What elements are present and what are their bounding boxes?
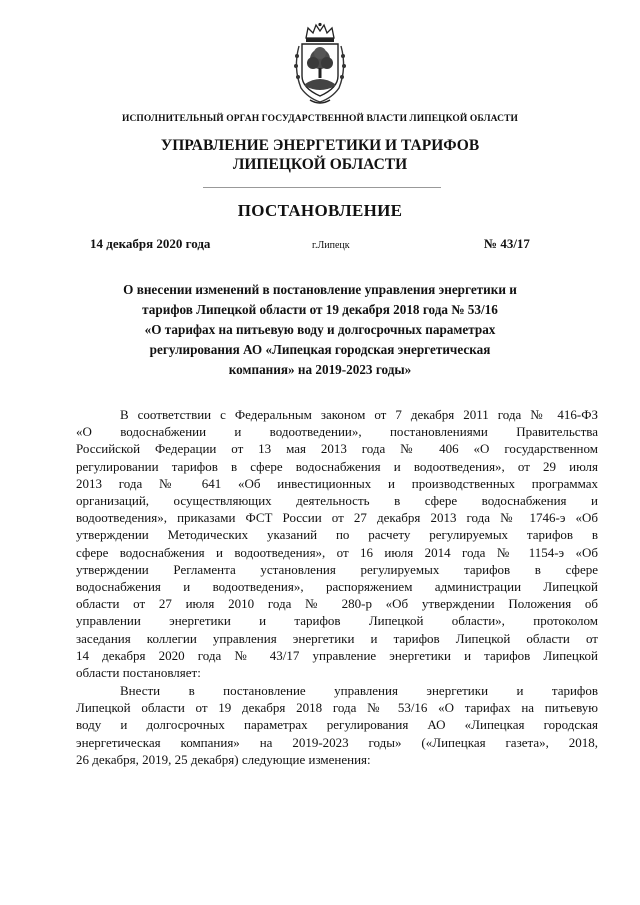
- subject-line: компания» на 2019-2023 годы»: [228, 362, 412, 377]
- subject-line: «О тарифах на питьевую воду и долгосрочных параметрах: [144, 322, 496, 337]
- body-line: регулировании тарифов в сфере водоснабжения и водоотведения», от 29 июля: [76, 458, 598, 474]
- coat-of-arms-icon: [292, 22, 348, 106]
- body-line: утверждении Регламента установления регулируемых тарифов в сфере: [76, 561, 598, 577]
- body-line: В соответствии с Федеральным законом от 7 декабря 2011 года № 416-ФЗ: [120, 407, 598, 422]
- document-number: № 43/17: [484, 236, 530, 251]
- department-name-line-1: УПРАВЛЕНИЕ ЭНЕРГЕТИКИ И ТАРИФОВ: [160, 137, 480, 154]
- body-line: утверждении Методических указаний по расчету регулируемых тарифов в: [76, 527, 598, 543]
- body-line: управлении энергетики и тарифов Липецкой области», протоколом: [76, 613, 598, 629]
- body-line: 14 декабря 2020 года № 43/17 управление энергетики и тарифов Липецкой: [76, 647, 598, 663]
- body-line: организаций, осуществляющих деятельность в сфере водоснабжения и: [76, 493, 598, 509]
- body-line: заседания коллегии управления энергетики и тарифов Липецкой области от: [76, 630, 598, 646]
- body-line: энергетическая компания» на 2019-2023 годы» («Липецкая газета», 2018,: [76, 734, 598, 750]
- resolution-paragraph: [76, 682, 598, 768]
- body-line: водоотведения», приказами ФСТ России от 27 декабря 2013 года № 1746-э «Об: [76, 510, 598, 526]
- document-date: 14 декабря 2020 года: [90, 236, 211, 251]
- body-line: 2013 года № 641 «Об инвестиционных и производственных программах: [76, 475, 598, 491]
- body-line: области от 27 июля 2010 года № 280-р «Об утверждении Положения об: [76, 596, 598, 612]
- body-line: 26 декабря, 2019, 25 декабря) следующие изменения:: [76, 751, 371, 767]
- subject-line: регулирования АО «Липецкая городская энергетическая: [149, 342, 491, 357]
- body-line: Внести в постановление управления энергетики и тарифов: [120, 683, 598, 698]
- subject-line: О внесении изменений в постановление управления энергетики и: [123, 282, 517, 297]
- body-line: «О водоснабжении и водоотведении», постановлениями Правительства: [76, 424, 598, 440]
- body-line: Липецкой области от 19 декабря 2018 года № 53/16 «О тарифах на питьевую: [76, 700, 598, 716]
- authority-name: ИСПОЛНИТЕЛЬНЫЙ ОРГАН ГОСУДАРСТВЕННОЙ ВЛАСТИ ЛИПЕЦКОЙ ОБЛАСТИ: [121, 114, 519, 124]
- header-divider: [203, 187, 441, 188]
- preamble-paragraph: [76, 406, 598, 681]
- subject-line: тарифов Липецкой области от 19 декабря 2018 года № 53/16: [142, 302, 498, 317]
- body-line: водоснабжения и водоотведения», распоряжением администрации Липецкой: [76, 579, 598, 595]
- document-city: г.Липецк: [312, 240, 350, 251]
- body-line: области постановляет:: [76, 665, 201, 681]
- body-line: сфере водоснабжения и водоотведения», от 16 июля 2014 года № 1154-э «Об: [76, 544, 598, 560]
- body-line: воду и долгосрочных параметрах регулирования АО «Липецкая городская: [76, 717, 598, 733]
- document-type: ПОСТАНОВЛЕНИЕ: [237, 201, 403, 220]
- department-name-line-2: ЛИПЕЦКОЙ ОБЛАСТИ: [232, 156, 408, 173]
- body-line: Российской Федерации от 13 мая 2013 года № 406 «О государственном: [76, 441, 598, 457]
